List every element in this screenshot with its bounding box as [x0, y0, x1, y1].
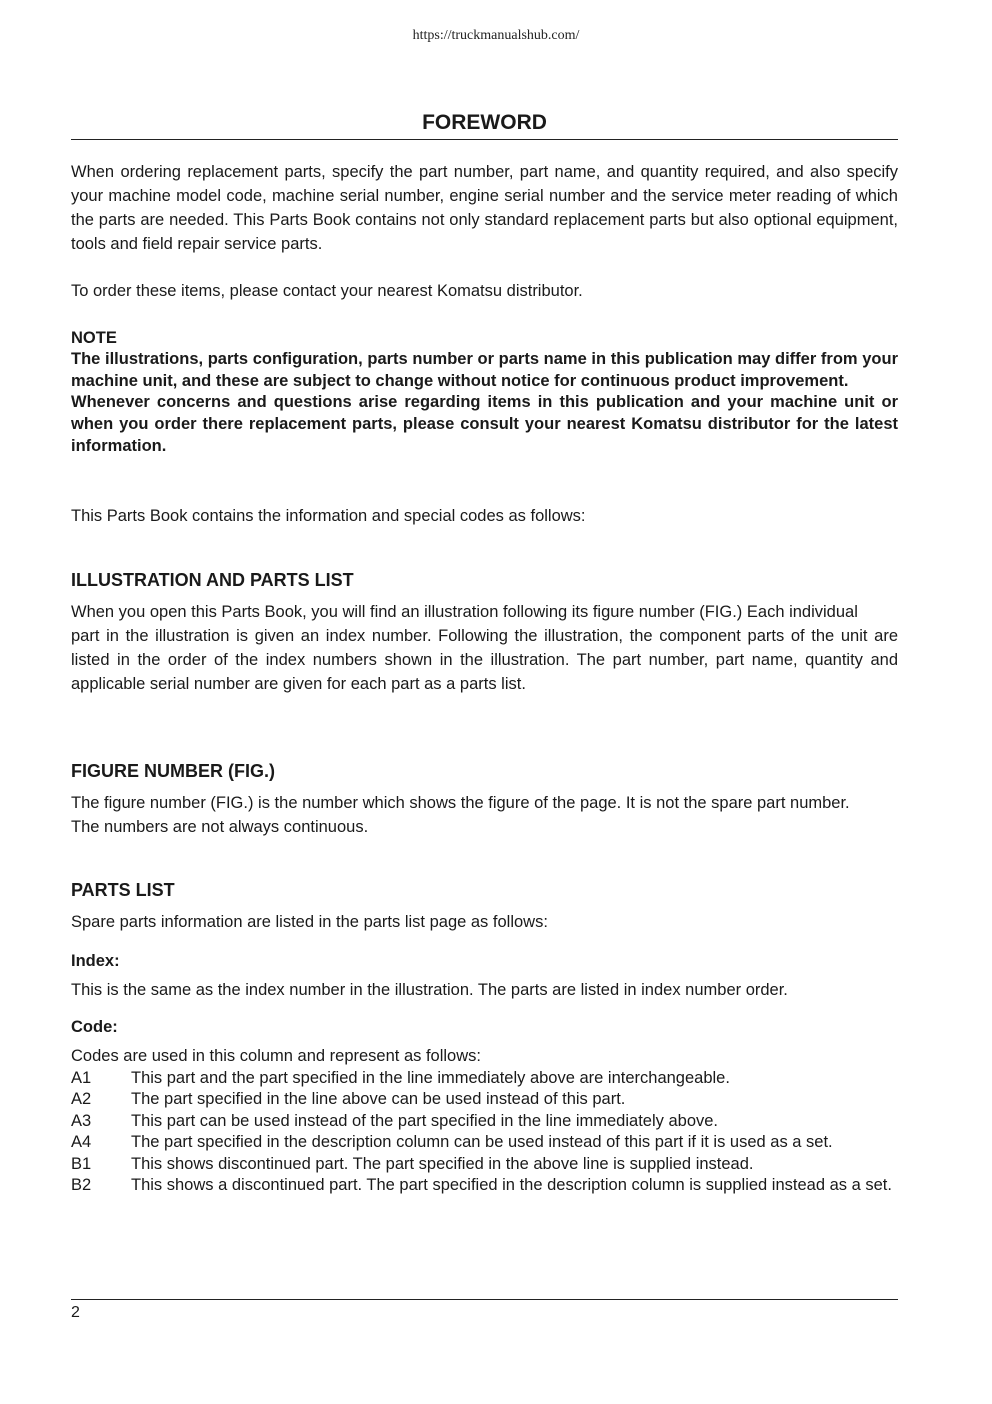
code-intro: Codes are used in this column and represent as follows: [71, 1047, 481, 1065]
code-key: B1 [71, 1154, 92, 1173]
code-description: The part specified in the description column can be used instead of this part if it is used as a set. [131, 1133, 833, 1151]
parts-list-intro: Spare parts information are listed in the parts list page as follows: [71, 913, 548, 931]
code-key: A2 [71, 1090, 92, 1108]
source-url[interactable]: https://truckmanualshub.com/ [412, 28, 580, 43]
figure-line-1: The figure number (FIG.) is the number which shows the figure of the page. It is not the spare part number. [71, 794, 850, 812]
parts-list-heading: PARTS LIST [71, 880, 175, 900]
note-heading: NOTE [71, 329, 117, 347]
note-section [71, 328, 898, 458]
index-label: Index: [71, 952, 120, 970]
code-key: A1 [71, 1068, 92, 1087]
intro-section [71, 160, 898, 256]
code-label: Code: [71, 1018, 118, 1036]
note-text-2: Whenever concerns and questions arise regarding items in this publication and your machine unit or when you order there replacement parts, please consult your nearest Komatsu distributor for the latest information. [71, 393, 898, 455]
code-key: B2 [71, 1176, 92, 1194]
index-section [71, 950, 898, 1002]
code-section [71, 1016, 898, 1197]
code-row [71, 1111, 898, 1133]
code-description: This shows a discontinued part. The part specified in the description column is supplied instead as a set. [131, 1176, 892, 1194]
footer-divider [71, 1299, 898, 1300]
intro-paragraph: When ordering replacement parts, specify the part number, part name, and quantity required, and also specify your machine model code, machine serial number, engine serial number and the service meter reading of which the parts are needed. This Parts Book contains not only standard replacement parts but also optional equipment, tools and field repair service parts. [71, 163, 898, 253]
code-key: A4 [71, 1133, 92, 1151]
code-description: This part and the part specified in the line immediately above are interchangeable. [131, 1068, 730, 1087]
code-key: A3 [71, 1111, 92, 1130]
contains-paragraph: This Parts Book contains the information and special codes as follows: [71, 507, 586, 525]
code-description: The part specified in the line above can be used instead of this part. [131, 1090, 626, 1108]
figure-heading: FIGURE NUMBER (FIG.) [71, 761, 275, 781]
code-description: This shows discontinued part. The part specified in the above line is supplied instead. [131, 1154, 754, 1173]
page-title: FOREWORD [71, 110, 898, 140]
code-row [71, 1068, 898, 1090]
illustration-line-1: When you open this Parts Book, you will find an illustration following its figure number (FIG.) Each individual [71, 603, 858, 621]
illustration-line-2: part in the illustration is given an index number. Following the illustration, the component parts of the unit are listed in the order of the index numbers shown in the illustration. The part number, part name, quantity and applicable serial number are given for each part as a parts list. [71, 627, 898, 693]
index-text: This is the same as the index number in the illustration. The parts are listed in index number order. [71, 981, 788, 999]
note-text-1: The illustrations, parts configuration, parts number or parts name in this publication may differ from your machine unit, and these are subject to change without notice for continuous product improvement. [71, 350, 898, 390]
code-description: This part can be used instead of the part specified in the line immediately above. [131, 1111, 719, 1130]
page-title-block [71, 110, 898, 140]
page-number: 2 [71, 1304, 80, 1321]
parts-list-section [71, 878, 898, 934]
figure-line-2: The numbers are not always continuous. [71, 818, 369, 836]
illustration-section [71, 568, 898, 696]
contact-paragraph: To order these items, please contact your nearest Komatsu distributor. [71, 282, 583, 300]
code-row [71, 1132, 898, 1154]
code-row [71, 1175, 898, 1197]
figure-section [71, 759, 898, 839]
contains-section [71, 504, 898, 528]
contact-section [71, 279, 898, 303]
code-list [71, 1068, 898, 1197]
illustration-heading: ILLUSTRATION AND PARTS LIST [71, 570, 354, 590]
code-row [71, 1154, 898, 1176]
code-row [71, 1089, 898, 1111]
